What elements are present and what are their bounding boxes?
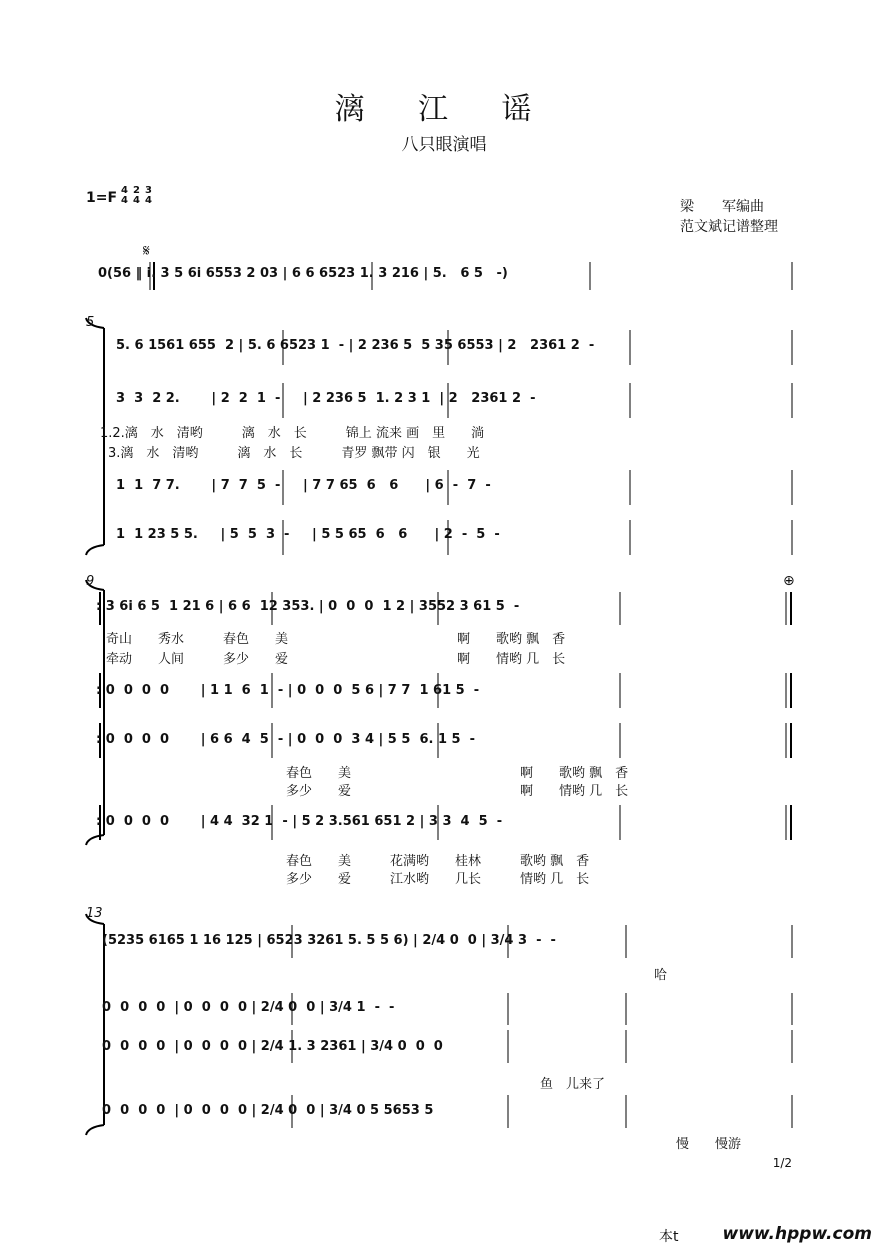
notation-line: 3 3 2 2. | 2 2 1 - | 2 236 5 1. 2 3 1 | 2 2361 2 - [116,391,536,406]
lyric-line: 多少 爱 江水哟 几长 情哟 几 长 [286,872,590,887]
time-signature-2-4: 2 4 [133,185,140,206]
notation-line: 0(56 ‖ i. 3 5 6i 6553 2 03 | 6 6 6523 1. 3 216 | 5. 6 5 -) [98,266,508,281]
credit-arranger: 梁 军编曲 [680,199,764,215]
time-signature-3-4: 3 4 [145,185,152,206]
notation-line: 1 1 7 7. | 7 7 5 - | 7 7 65 6 6 | 6 - 7 - [116,478,491,493]
page-subtitle: 八只眼演唱 [401,135,487,155]
notation-line: (5235 6165 1 16 125 | 6523 3261 5. 5 5 6) | 2/4 0 0 | 3/4 3 - - [102,933,556,948]
lyric-line: 多少 爱 啊 情哟 几 长 [286,784,629,799]
key-signature: 1=F [86,190,118,206]
page-number: 1/2 [772,1156,792,1170]
notation-line: 0 0 0 0 | 0 0 0 0 | 2/4 0 0 | 3/4 0 5 5653 5 [102,1103,434,1118]
notation-line: : 0 0 0 0 | 6 6 4 5 - | 0 0 0 3 4 | 5 5 6. 1 5 - [96,732,476,747]
time-signature-4-4: 4 4 [121,185,128,206]
credit-transcriber: 范文斌记谱整理 [680,219,778,235]
notation-line: 5. 6 1561 655 2 | 5. 6 6523 1 - | 2 236 5 5 35 6553 | 2 2361 2 - [116,338,595,353]
lyric-line: 鱼 儿来了 [540,1077,606,1092]
notation-line: : 0 0 0 0 | 1 1 6 1 - | 0 0 0 5 6 | 7 7 1 61 5 - [96,683,480,698]
lyric-line: 牵动 人间 多少 爱 啊 情哟 几 长 [106,652,566,667]
lyric-line: 慢 慢游 [676,1137,742,1152]
lyric-line: 1.2.漓 水 清哟 漓 水 长 锦上 流来 画 里 淌 [100,426,485,441]
system-number: 9 [86,574,95,589]
segno-sign: 𝄋 [143,241,150,260]
footer-prefix: 本t [659,1229,679,1245]
coda-sign: ⊕ [783,573,795,589]
lyric-line: 春色 美 花满哟 桂林 歌哟 飘 香 [286,854,590,869]
lyric-line: 哈 [654,968,668,983]
system-number: 5 [86,315,95,330]
page-title: 漓 江 谣 [334,92,554,127]
lyric-line: 春色 美 啊 歌哟 飘 香 [286,766,629,781]
footer-watermark-url[interactable]: www.hppw.com [722,1224,872,1244]
system-number: 13 [86,906,103,921]
lyric-line: 3.漓 水 清哟 漓 水 长 青罗 飘带 闪 银 光 [108,446,480,461]
notation-line: 1 1 23 5 5. | 5 5 3 - | 5 5 65 6 6 | 2 - 5 - [116,527,500,542]
notation-line: 0 0 0 0 | 0 0 0 0 | 2/4 1. 3 2361 | 3/4 0 0 0 [102,1039,443,1054]
notation-line: 0 0 0 0 | 0 0 0 0 | 2/4 0 0 | 3/4 1 - - [102,1000,395,1015]
notation-line: : 0 0 0 0 | 4 4 32 1 - | 5 2 3.561 651 2 | 3 3 4 5 - [96,814,503,829]
lyric-line: 奇山 秀水 春色 美 啊 歌哟 飘 香 [106,632,566,647]
notation-line: : 3 6i 6 5 1 21 6 | 6 6 12 353. | 0 0 0 1 2 | 3552 3 61 5 - [96,599,520,614]
